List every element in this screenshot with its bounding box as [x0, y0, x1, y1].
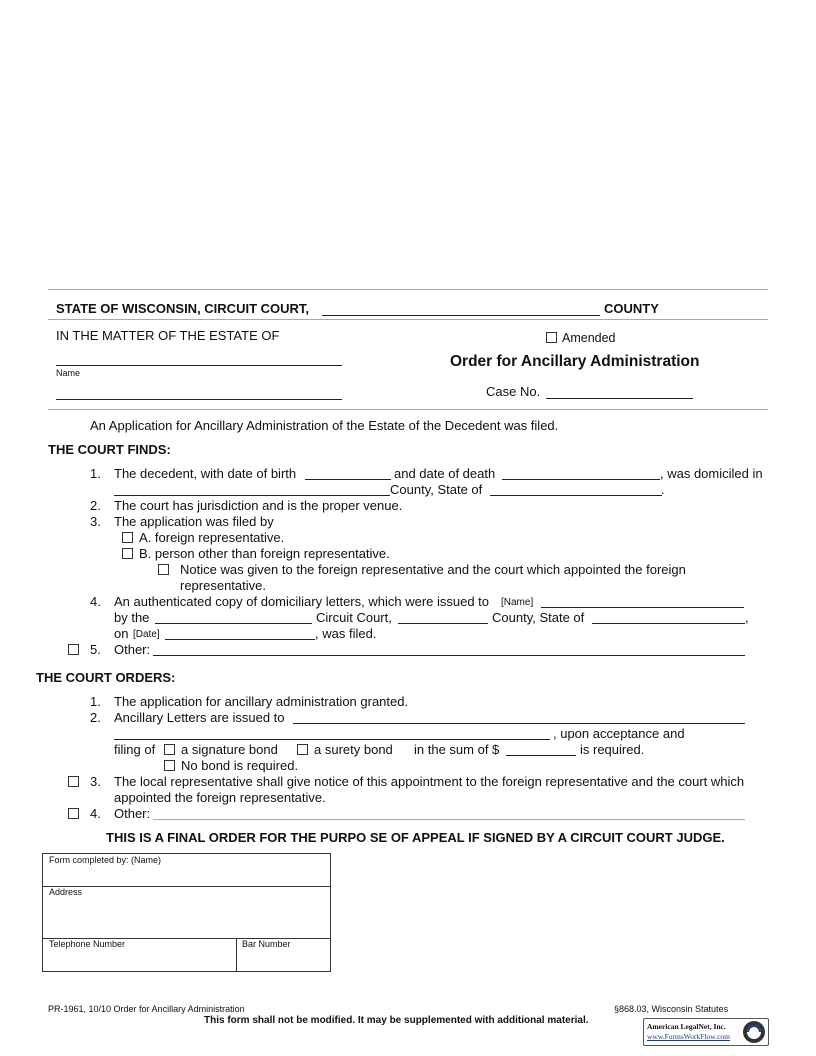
- logo-text-2: www.FormsWorkFlow.com: [647, 1032, 731, 1041]
- order-3-text-2: appointed the foreign representative.: [114, 790, 326, 805]
- find-1-text-a: The decedent, with date of birth: [114, 466, 297, 481]
- issuing-county-field[interactable]: [398, 623, 488, 624]
- completed-box-divider-1: [42, 886, 331, 887]
- domicile-state-field[interactable]: [490, 495, 662, 496]
- case-no-label: Case No.: [486, 384, 541, 399]
- header-bottom-rule: [48, 409, 768, 410]
- order-2-text-b: , upon acceptance and: [553, 726, 685, 741]
- final-order-statement: THIS IS A FINAL ORDER FOR THE PURPO SE OF APPEAL IF SIGNED BY A CIRCUIT COURT JUDGE.: [106, 830, 725, 845]
- completed-by-box: [42, 853, 331, 972]
- find-1-text-c: , was domiciled in: [660, 466, 763, 481]
- bond-sum-field[interactable]: [506, 755, 576, 756]
- estate-name-field[interactable]: [56, 365, 342, 366]
- issued-to-name-hint: [Name]: [501, 597, 534, 608]
- surety-bond-label: a surety bond: [314, 742, 393, 757]
- find-4-text-a: An authenticated copy of domiciliary letters, which were issued to: [114, 594, 490, 609]
- address-label: Address: [49, 887, 83, 897]
- other-person-checkbox[interactable]: [122, 548, 133, 559]
- death-date-field[interactable]: [502, 479, 660, 480]
- order-3-text-1: The local representative shall give notice of this appointment to the foreign representative and the court which: [114, 774, 745, 789]
- no-bond-label: No bond is required.: [181, 758, 299, 773]
- find-2-text: The court has jurisdiction and is the proper venue.: [114, 498, 403, 513]
- find-1-text-b: and date of death: [394, 466, 496, 481]
- order-1-number: 1.: [90, 694, 101, 709]
- state-court-label: STATE OF WISCONSIN, CIRCUIT COURT,: [56, 301, 310, 316]
- find-4-by: by the: [114, 610, 150, 625]
- foreign-rep-checkbox[interactable]: [122, 532, 133, 543]
- issued-to-field[interactable]: [541, 607, 744, 608]
- find-5-checkbox[interactable]: [68, 644, 79, 655]
- bond-required-label: is required.: [580, 742, 645, 757]
- find-3b-text: B. person other than foreign representative.: [139, 546, 390, 561]
- find-4-filed: , was filed.: [315, 626, 377, 641]
- order-4-other-field[interactable]: [153, 819, 745, 820]
- orders-heading: THE COURT ORDERS:: [36, 670, 176, 685]
- amended-label: Amended: [562, 331, 616, 345]
- find-5-number: 5.: [90, 642, 101, 657]
- find-1-text-e: .: [661, 482, 665, 497]
- find-4-county: County, State of: [492, 610, 585, 625]
- name-label: Name: [56, 368, 81, 378]
- order-4-text: Other:: [114, 806, 151, 821]
- order-2-filing: filing of: [114, 742, 156, 757]
- order-2-text-a: Ancillary Letters are issued to: [114, 710, 285, 725]
- birth-date-field[interactable]: [305, 479, 391, 480]
- find-5-text: Other:: [114, 642, 151, 657]
- find-4-comma: ,: [745, 610, 749, 625]
- amended-checkbox[interactable]: [546, 332, 557, 343]
- surety-bond-checkbox[interactable]: [297, 744, 308, 755]
- issuing-court-field[interactable]: [155, 623, 312, 624]
- bar-number-label: Bar Number: [242, 939, 291, 949]
- letters-issued-to-field-2[interactable]: [114, 739, 550, 740]
- statute-ref: §868.03, Wisconsin Statutes: [614, 1004, 729, 1014]
- county-field[interactable]: [322, 315, 600, 316]
- issuing-state-field[interactable]: [592, 623, 745, 624]
- find-4-circuit: Circuit Court,: [316, 610, 392, 625]
- estate-name-field-2[interactable]: [56, 399, 342, 400]
- signature-bond-checkbox[interactable]: [164, 744, 175, 755]
- logo-text-1: American LegalNet, Inc.: [647, 1022, 726, 1031]
- completed-box-divider-3: [236, 938, 237, 972]
- find-2-number: 2.: [90, 498, 101, 513]
- letters-issued-to-field[interactable]: [293, 723, 745, 724]
- signature-bond-label: a signature bond: [181, 742, 278, 757]
- case-no-field[interactable]: [546, 398, 693, 399]
- completed-by-label: Form completed by: (Name): [49, 855, 162, 865]
- find-3a-text: A. foreign representative.: [139, 530, 285, 545]
- issue-date-field[interactable]: [165, 639, 315, 640]
- county-label: COUNTY: [604, 301, 659, 316]
- find-4-number: 4.: [90, 594, 101, 609]
- matter-label: IN THE MATTER OF THE ESTATE OF: [56, 328, 280, 343]
- notice-given-checkbox[interactable]: [158, 564, 169, 575]
- domicile-county-field[interactable]: [114, 495, 390, 496]
- find-3-text: The application was filed by: [114, 514, 274, 529]
- find-1-text-d: County, State of: [390, 482, 483, 497]
- header-rule: [48, 319, 768, 320]
- find-3-number: 3.: [90, 514, 101, 529]
- order-4-checkbox[interactable]: [68, 808, 79, 819]
- find-1-number: 1.: [90, 466, 101, 481]
- top-rule: [48, 289, 768, 290]
- order-2-number: 2.: [90, 710, 101, 725]
- no-bond-checkbox[interactable]: [164, 760, 175, 771]
- order-3-number: 3.: [90, 774, 101, 789]
- bond-sum-label: in the sum of $: [414, 742, 500, 757]
- find-3c-text-1: Notice was given to the foreign representative and the court which appointed the foreign: [180, 562, 686, 577]
- finds-heading: THE COURT FINDS:: [48, 442, 171, 457]
- find-5-other-field[interactable]: [153, 655, 745, 656]
- logo-emblem-icon: [742, 1020, 766, 1044]
- order-1-text: The application for ancillary administration granted.: [114, 694, 409, 709]
- form-id: PR-1961, 10/10 Order for Ancillary Administration: [48, 1004, 245, 1014]
- page-title: Order for Ancillary Administration: [450, 353, 700, 370]
- american-legalnet-logo: [643, 1018, 769, 1046]
- telephone-label: Telephone Number: [49, 939, 126, 949]
- find-3c-text-2: representative.: [180, 578, 266, 593]
- order-3-checkbox[interactable]: [68, 776, 79, 787]
- find-4-on: on: [114, 626, 129, 641]
- issue-date-hint: [Date]: [133, 629, 160, 640]
- intro-text: An Application for Ancillary Administration of the Estate of the Decedent was filed.: [90, 418, 559, 433]
- order-4-number: 4.: [90, 806, 101, 821]
- modification-notice: This form shall not be modified. It may be supplemented with additional material.: [204, 1015, 589, 1026]
